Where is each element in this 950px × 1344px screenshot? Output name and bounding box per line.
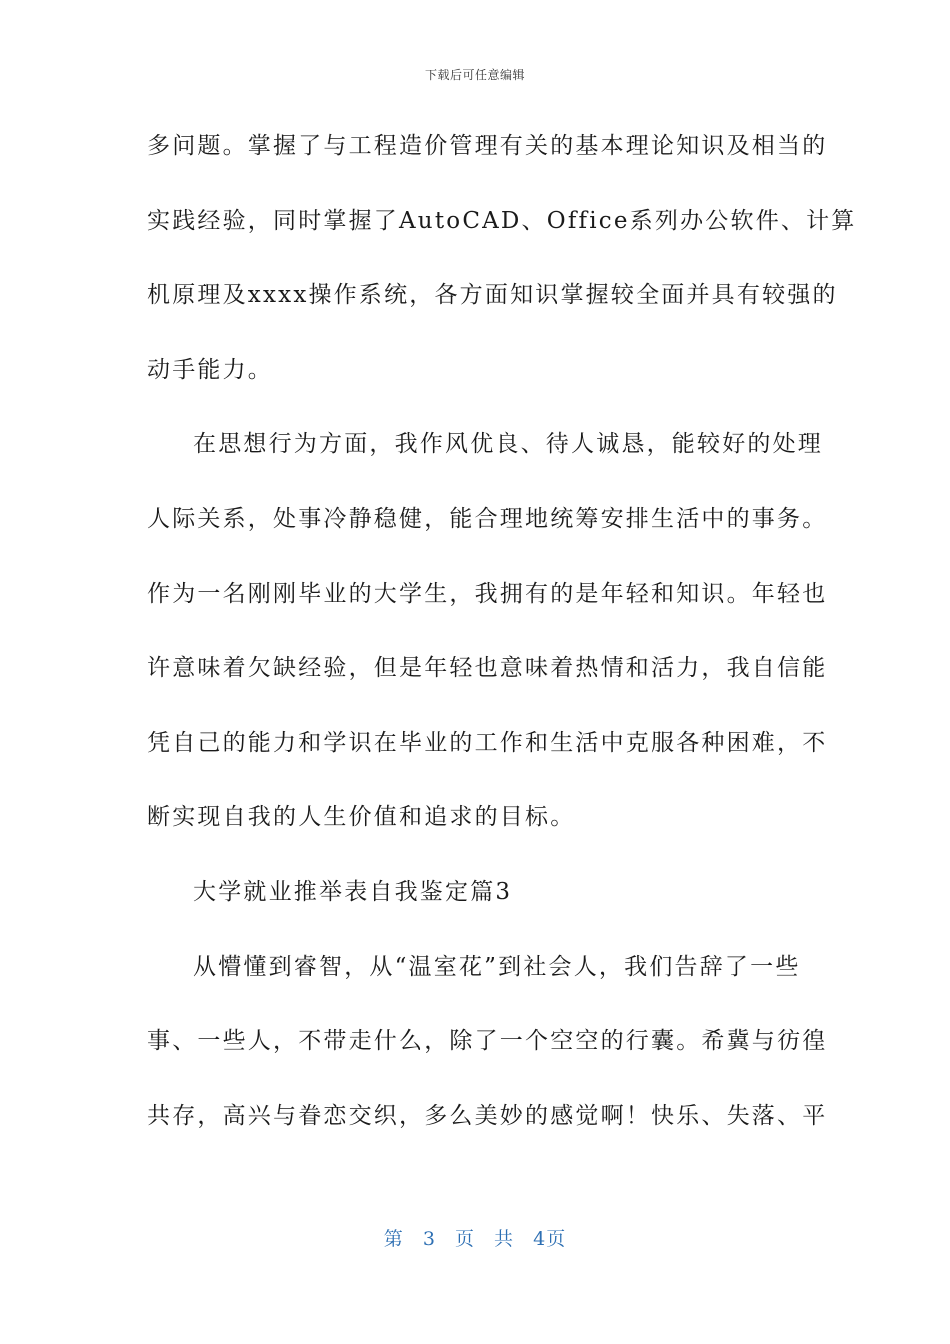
text-line: 作为一名刚刚毕业的大学生，我拥有的是年轻和知识。年轻也: [147, 580, 828, 607]
paragraph-start-line: 从懵懂到睿智，从“温室花”到社会人，我们告辞了一些: [193, 953, 801, 980]
text-line: 许意味着欠缺经验，但是年轻也意味着热情和活力，我自信能: [147, 655, 828, 682]
text-line: 断实现自我的人生价值和追求的目标。: [147, 804, 576, 831]
page-footer: [0, 1224, 950, 1251]
text-line: 动手能力。: [147, 356, 273, 383]
text-line: 凭自己的能力和学识在毕业的工作和生活中克服各种困难，不: [147, 729, 828, 756]
footer-page-current: 3: [422, 1228, 436, 1250]
text-line: 机原理及xxxx操作系统，各方面知识掌握较全面并具有较强的: [147, 282, 838, 309]
text-line: 实践经验，同时掌握了AutoCAD、Office系列办公软件、计算: [147, 207, 857, 234]
text-line: 人际关系，处事冷静稳健，能合理地统筹安排生活中的事务。: [147, 505, 828, 532]
text-line: 多问题。掌握了与工程造价管理有关的基本理论知识及相当的: [147, 133, 828, 159]
footer-page-total: 4页: [533, 1228, 567, 1250]
footer-label-di: 第: [383, 1228, 404, 1250]
paragraph-start-line: 在思想行为方面，我作风优良、待人诚恳，能较好的处理: [193, 431, 823, 458]
footer-label-gong: 共: [494, 1228, 515, 1250]
page-header: 下载后可任意编辑: [424, 68, 525, 82]
footer-label-ye: 页: [454, 1228, 475, 1250]
document-body: [147, 124, 857, 1168]
text-line: 事、一些人，不带走什么，除了一个空空的行囊。希冀与彷徨: [147, 1028, 828, 1055]
section-heading: 大学就业推举表自我鉴定篇3: [193, 878, 513, 905]
text-line: 共存，高兴与眷恋交织，多么美妙的感觉啊！快乐、失落、平: [147, 1102, 828, 1129]
